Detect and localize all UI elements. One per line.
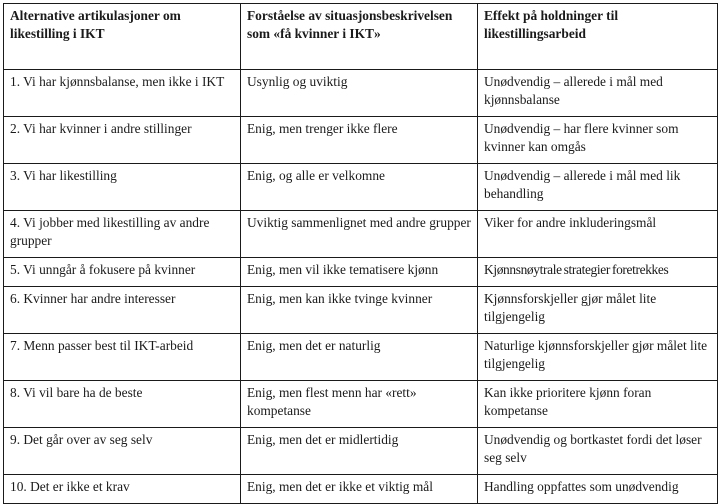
understanding-cell: Enig, og alle er velkomne (241, 164, 478, 211)
effect-cell: Naturlige kjønnsforskjeller gjør målet lite tilgjengelig (478, 334, 718, 381)
effect-cell: Kjønnsforskjeller gjør målet lite tilgjengelig (478, 287, 718, 334)
articulation-cell: 9. Det går over av seg selv (4, 428, 241, 475)
table-row (4, 428, 718, 475)
table-row (4, 164, 718, 211)
articulation-cell: 6. Kvinner har andre interesser (4, 287, 241, 334)
table-row (4, 334, 718, 381)
table-row (4, 381, 718, 428)
understanding-cell: Enig, men trenger ikke flere (241, 117, 478, 164)
understanding-cell: Enig, men det er naturlig (241, 334, 478, 381)
articulation-cell: 4. Vi jobber med likestilling av andre grupper (4, 211, 241, 258)
effect-cell: Unødvendig – allerede i mål med kjønnsbalanse (478, 70, 718, 117)
header-effect: Effekt på holdninger til likestillingsarbeid (478, 4, 718, 70)
table-row (4, 475, 718, 504)
effect-cell: Unødvendig – allerede i mål med lik behandling (478, 164, 718, 211)
table-header-row (4, 4, 718, 70)
articulation-cell: 10. Det er ikke et krav (4, 475, 241, 504)
articulations-table (3, 3, 718, 504)
effect-cell: Viker for andre inkluderingsmål (478, 211, 718, 258)
understanding-cell: Enig, men det er midlertidig (241, 428, 478, 475)
table-row (4, 258, 718, 287)
effect-cell: Unødvendig og bortkastet fordi det løser seg selv (478, 428, 718, 475)
understanding-cell: Enig, men flest menn har «rett» kompetanse (241, 381, 478, 428)
table-row (4, 117, 718, 164)
effect-cell: Unødvendig – har flere kvinner som kvinner kan omgås (478, 117, 718, 164)
articulation-cell: 8. Vi vil bare ha de beste (4, 381, 241, 428)
articulation-cell: 2. Vi har kvinner i andre stillinger (4, 117, 241, 164)
understanding-cell: Enig, men vil ikke tematisere kjønn (241, 258, 478, 287)
understanding-cell: Enig, men kan ikke tvinge kvinner (241, 287, 478, 334)
effect-cell: Kan ikke prioritere kjønn foran kompetanse (478, 381, 718, 428)
table-row (4, 287, 718, 334)
articulation-cell: 3. Vi har likestilling (4, 164, 241, 211)
understanding-cell: Usynlig og uviktig (241, 70, 478, 117)
effect-cell: Kjønnsnøytrale strategier foretrekkes (478, 258, 718, 287)
table-row (4, 211, 718, 258)
articulation-cell: 5. Vi unngår å fokusere på kvinner (4, 258, 241, 287)
header-understanding: Forståelse av situasjonsbeskrivelsen som «få kvinner i IKT» (241, 4, 478, 70)
table-row (4, 70, 718, 117)
articulation-cell: 1. Vi har kjønnsbalanse, men ikke i IKT (4, 70, 241, 117)
understanding-cell: Uviktig sammenlignet med andre grupper (241, 211, 478, 258)
header-alternative-articulations: Alternative artikulasjoner om likestilling i IKT (4, 4, 241, 70)
articulation-cell: 7. Menn passer best til IKT-arbeid (4, 334, 241, 381)
effect-cell: Handling oppfattes som unødvendig (478, 475, 718, 504)
understanding-cell: Enig, men det er ikke et viktig mål (241, 475, 478, 504)
